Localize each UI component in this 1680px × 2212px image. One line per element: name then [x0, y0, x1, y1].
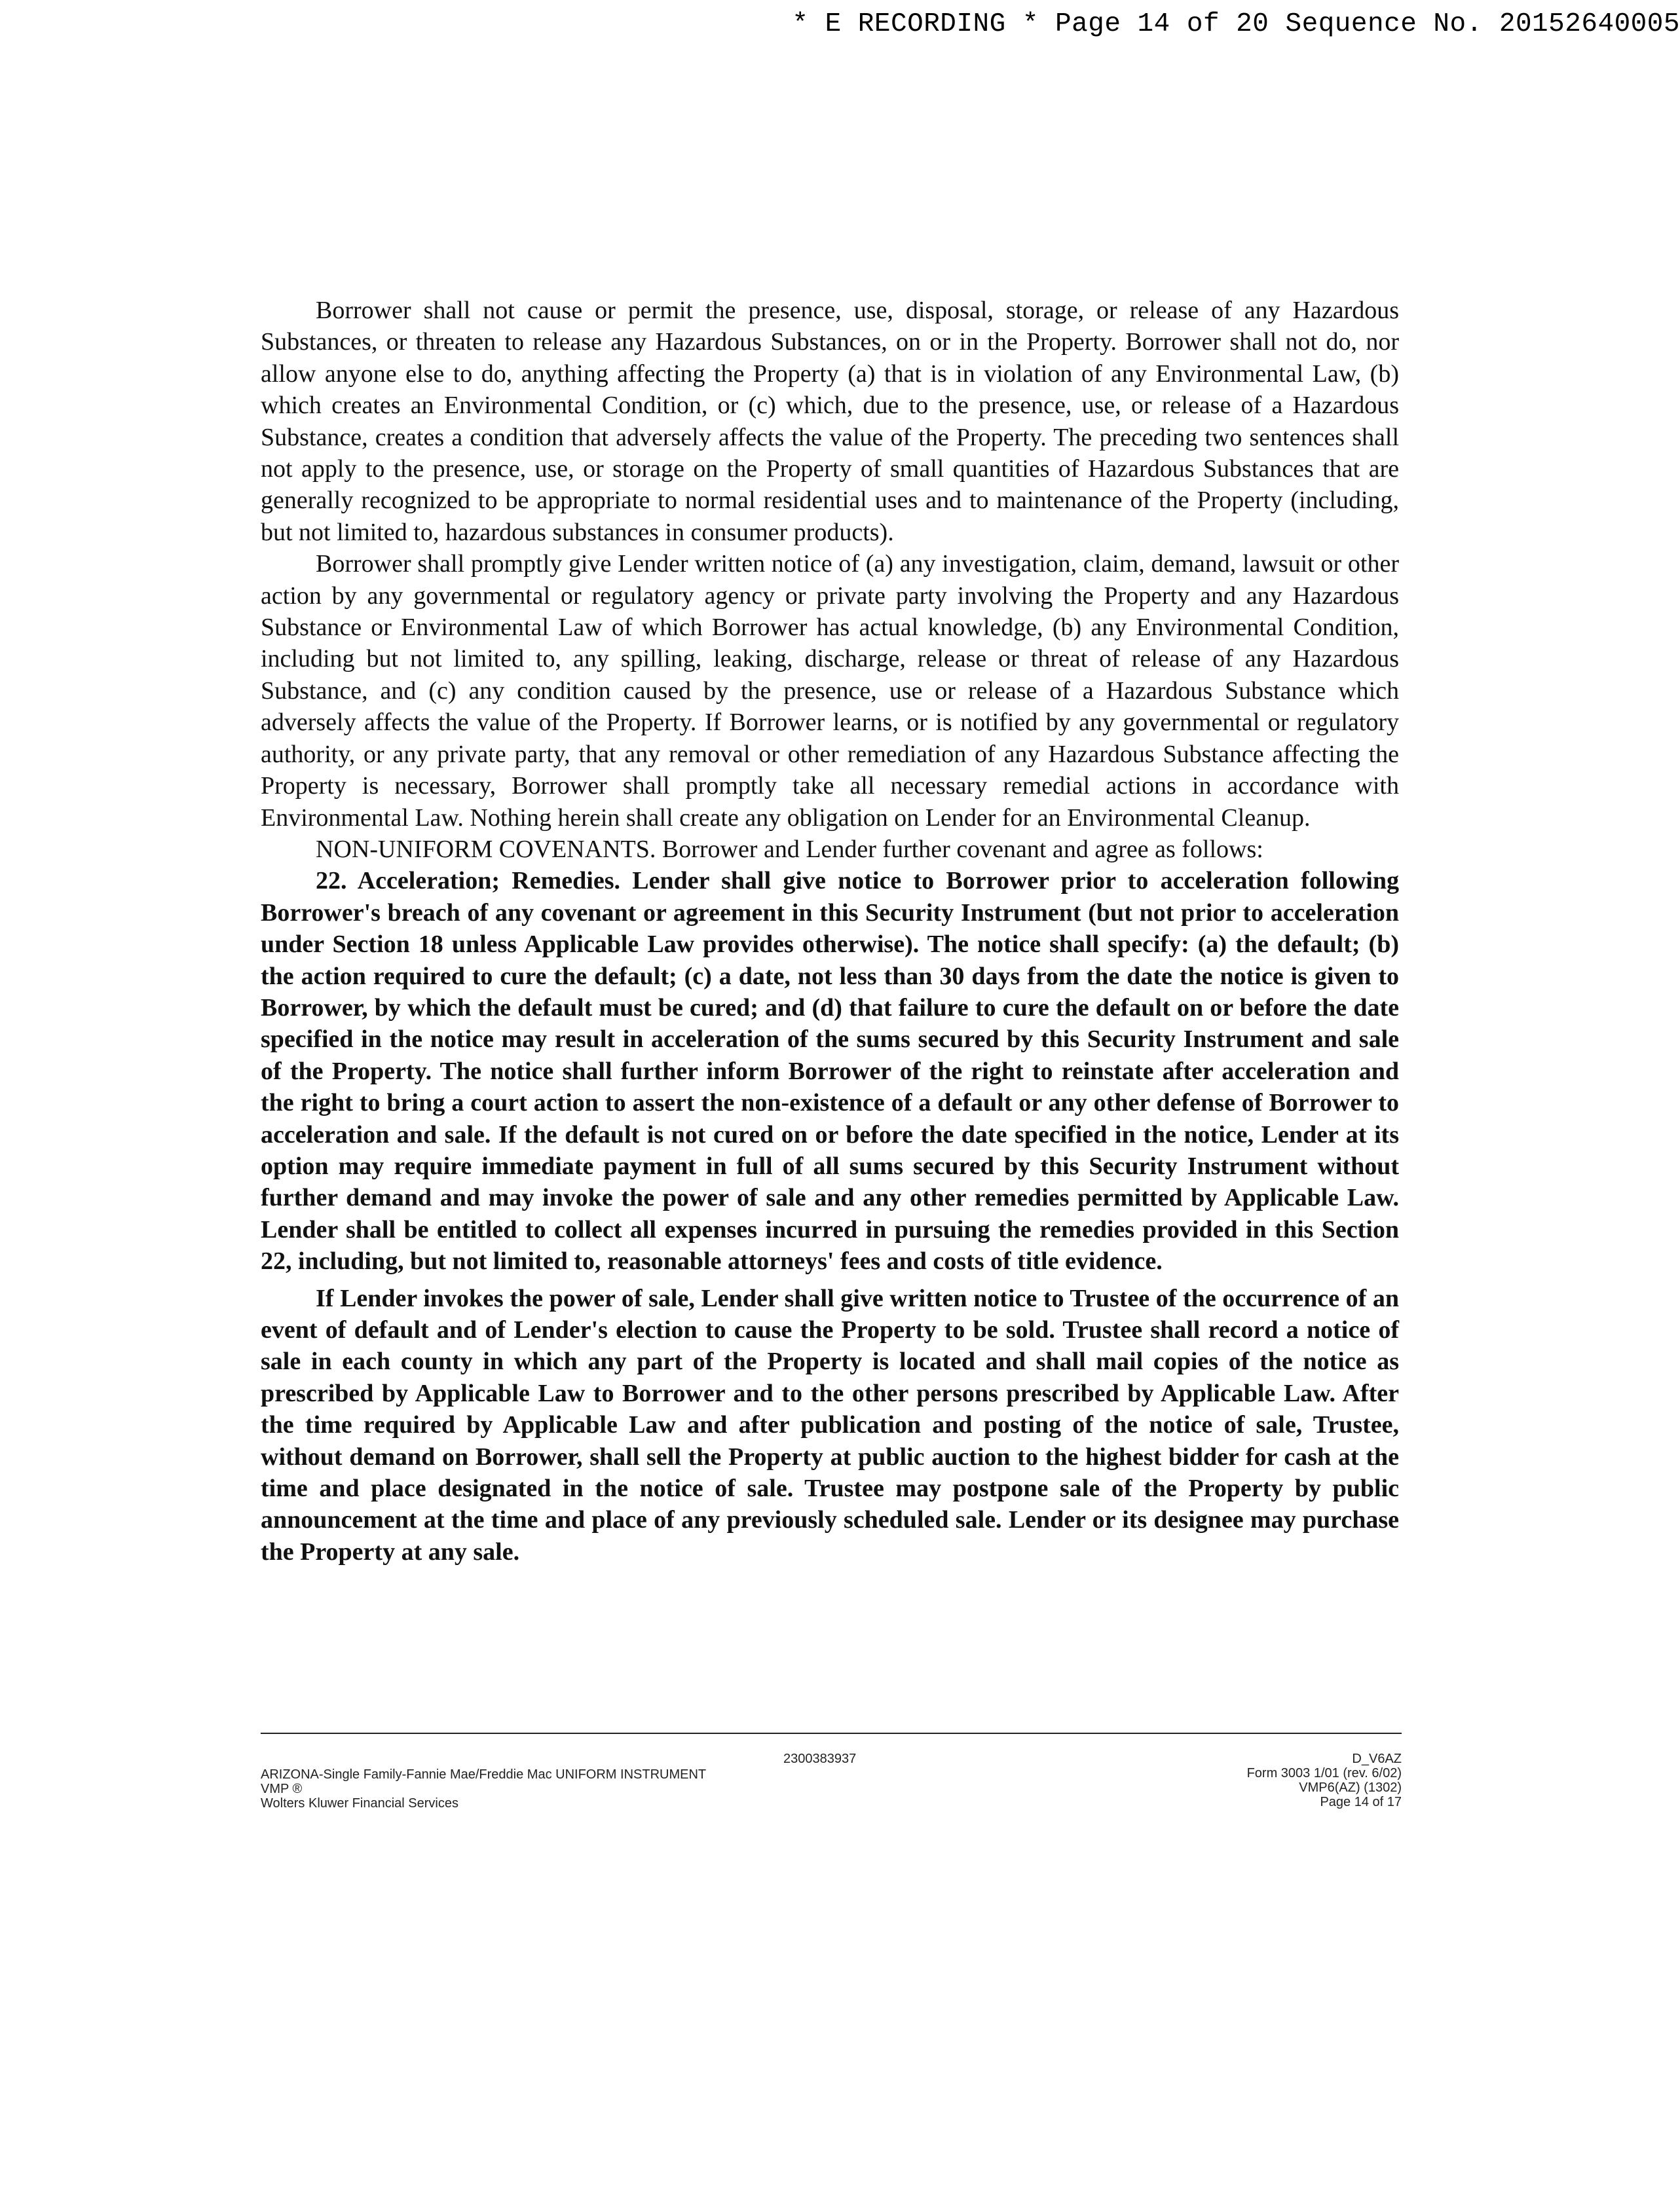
recording-header: * E RECORDING * Page 14 of 20 Sequence No. 20152640005 [792, 9, 1680, 39]
document-body [261, 295, 1399, 1568]
footer-left-block [261, 1767, 706, 1811]
footer-vmp: VMP ® [261, 1782, 303, 1796]
paragraph-power-of-sale: If Lender invokes the power of sale, Lender shall give written notice to Trustee of the occurrence of an event of default and of Lender's election to cause the Property to be sold. Trustee shall record a notice of sale in each county in which any part of the Property is located and shall mail copies of the notice as prescribed by Applicable Law to Borrower and to the other persons prescribed by Applicable Law. After the time required by Applicable Law and after publication and posting of the notice of sale, Trustee, without demand on Borrower, shall sell the Property at public auction to the highest bidder for cash at the time and place designated in the notice of sale. Trustee may postpone sale of the Property by public announcement at the time and place of any previously scheduled sale. Lender or its designee may purchase the Property at any sale. [261, 1284, 1399, 1566]
footer-vmp-code: VMP6(AZ) (1302) [1299, 1780, 1402, 1795]
paragraph-non-uniform-covenants: NON-UNIFORM COVENANTS. Borrower and Lender further covenant and agree as follows: [316, 835, 1263, 863]
paragraph-notice-to-lender: Borrower shall promptly give Lender written notice of (a) any investigation, claim, demand, lawsuit or other action by any governmental or regulatory agency or private party involving the Property and any Hazardous Substance or Environmental Law of which Borrower has actual knowledge, (b) any Environmental Condition, including but not limited to, any spilling, leaking, discharge, release or threat of release of any Hazardous Substance, and (c) any condition caused by the presence, use or release of a Hazardous Substance which adversely affects the value of the Property. If Borrower learns, or is notified by any governmental or regulatory authority, or any private party, that any removal or other remediation of any Hazardous Substance affecting the Property is necessary, Borrower shall promptly take all necessary remedial actions in accordance with Environmental Law. Nothing herein shall create any obligation on Lender for an Environmental Cleanup. [261, 550, 1399, 832]
footer-form-title: ARIZONA-Single Family-Fannie Mae/Freddie Mac UNIFORM INSTRUMENT [261, 1767, 707, 1782]
footer-doc-code: D_V6AZ [1352, 1752, 1402, 1766]
paragraph-hazardous-substances: Borrower shall not cause or permit the presence, use, disposal, storage, or release of any Hazardous Substances, or threaten to release any Hazardous Substances, on or in the Property. Borrower shall not do, nor allow anyone else to do, anything affecting the Property (a) that is in violation of any Environmental Law, (b) which creates an Environmental Condition, or (c) which, due to the presence, use, or release of a Hazardous Substance, creates a condition that adversely affects the value of the Property. The preceding two sentences shall not apply to the presence, use, or storage on the Property of small quantities of Hazardous Substances that are generally recognized to be appropriate to normal residential uses and to maintenance of the Property (including, but not limited to, hazardous substances in consumer products). [261, 297, 1399, 546]
footer-divider [261, 1733, 1402, 1734]
footer-publisher: Wolters Kluwer Financial Services [261, 1796, 458, 1811]
paragraph-acceleration-remedies: 22. Acceleration; Remedies. Lender shall give notice to Borrower prior to acceleration following Borrower's breach of any covenant or agreement in this Security Instrument (but not prior to acceleration under Section 18 unless Applicable Law provides otherwise). The notice shall specify: (a) the default; (b) the action required to cure the default; (c) a date, not less than 30 days from the date the notice is given to Borrower, by which the default must be cured; and (d) that failure to cure the default on or before the date specified in the notice may result in acceleration of the sums secured by this Security Instrument and sale of the Property. The notice shall further inform Borrower of the right to reinstate after acceleration and the right to bring a court action to assert the non-existence of a default or any other defense of Borrower to acceleration and sale. If the default is not cured on or before the date specified in the notice, Lender at its option may require immediate payment in full of all sums secured by this Security Instrument without further demand and may invoke the power of sale and any other remedies permitted by Applicable Law. Lender shall be entitled to collect all expenses incurred in pursuing the remedies provided in this Section 22, including, but not limited to, reasonable attorneys' fees and costs of title evidence. [261, 867, 1399, 1276]
footer-page-number: Page 14 of 17 [1320, 1795, 1402, 1809]
footer-loan-number: 2300383937 [783, 1752, 857, 1766]
footer-right-block [1247, 1752, 1402, 1809]
footer-form-number: Form 3003 1/01 (rev. 6/02) [1246, 1766, 1402, 1780]
